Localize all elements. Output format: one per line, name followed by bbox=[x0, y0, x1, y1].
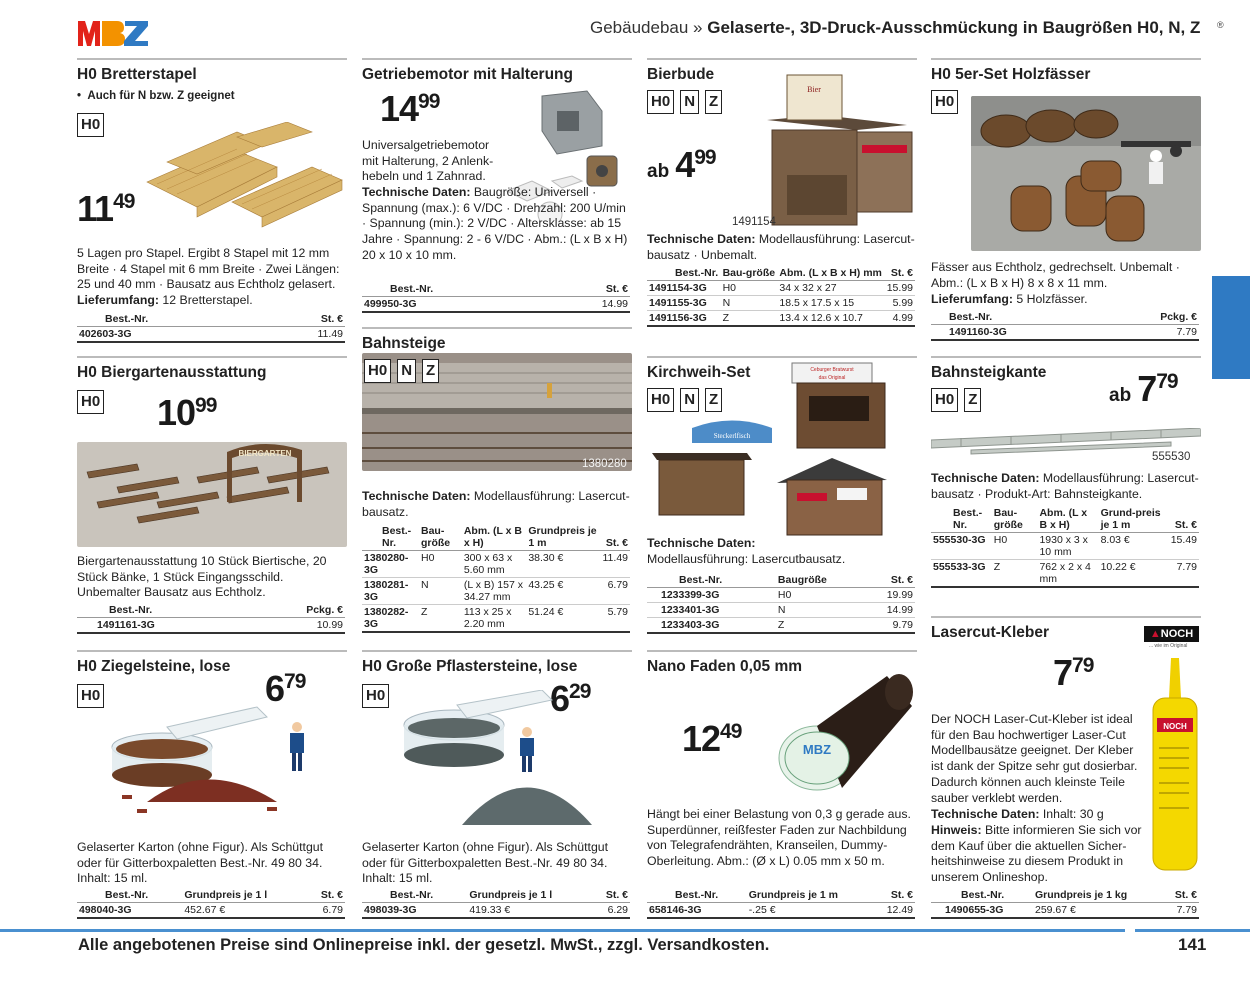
scale-badge: Z bbox=[705, 388, 722, 412]
scale-badge: N bbox=[680, 90, 699, 114]
product-title: H0 Ziegelsteine, lose bbox=[77, 658, 231, 675]
image-reference: 555530 bbox=[1152, 451, 1191, 463]
scale-badge: Z bbox=[964, 388, 981, 412]
table-row: 1491156-3G Z 13.4 x 12.6 x 10.7 4.99 bbox=[649, 312, 913, 324]
price: 779 bbox=[1053, 652, 1094, 693]
order-table: Best.-Nr. Bau-größe Abm. (L x B x H) Grund-preis je 1 m St. € 555530-3G H0 1930 x 3 x 10 mm 8.03 € 15.49 555533-3G Z 762 x 2 x 4 mm 10.22 € 7.79 bbox=[933, 507, 1197, 585]
product-description: Gelaserter Karton (ohne Figur). Als Schüttgut oder für Gitterboxpaletten Best.-Nr. 49 80 34. Inhalt: 15 ml. bbox=[77, 840, 324, 886]
feature-bullet: • Auch für N bzw. Z geeignet bbox=[77, 90, 235, 102]
product-bahnsteige bbox=[362, 327, 632, 639]
product-pflastersteine bbox=[362, 650, 632, 922]
product-image bbox=[107, 697, 317, 822]
svg-text:BIERGARTEN: BIERGARTEN bbox=[238, 449, 292, 458]
product-description: Gelaserter Karton (ohne Figur). Als Schüttgut oder für Gitterboxpaletten Best.-Nr. 49 80 34. Inhalt: 15 ml. bbox=[362, 840, 609, 886]
product-title: H0 5er-Set Holzfässer bbox=[931, 66, 1091, 83]
svg-text:das Original: das Original bbox=[818, 375, 846, 381]
footer-divider bbox=[0, 929, 1125, 932]
scale-badge: H0 bbox=[931, 388, 958, 412]
product-image bbox=[137, 122, 347, 237]
table-row: 1491154-3G H0 34 x 32 x 27 15.99 bbox=[649, 282, 913, 294]
order-table: Best.-Nr. St. € 499950-3G 14.99 bbox=[364, 283, 628, 310]
price: ab 499 bbox=[647, 144, 716, 185]
table-row: 1491161-3G 10.99 bbox=[77, 618, 345, 634]
table-row: 1380281-3G N (L x B) 157 x 34.27 mm 43.25 € 6.79 bbox=[364, 579, 628, 603]
table-row: 402603-3G 11.49 bbox=[79, 328, 343, 340]
product-title: Bahnsteige bbox=[362, 335, 446, 352]
page-header bbox=[590, 18, 1200, 38]
order-table: Best.-Nr. Grundpreis je 1 l St. € 498040-3G 452.67 € 6.79 bbox=[79, 889, 343, 916]
scale-badge: H0 bbox=[77, 390, 104, 414]
technical-data: Technische Daten: Modellausführung: Lasercut-bausatz. bbox=[362, 489, 630, 519]
product-title: Nano Faden 0,05 mm bbox=[647, 658, 803, 675]
page-title: Gelaserte-, 3D-Druck-Ausschmückung in Baugrößen H0, N, Z bbox=[707, 18, 1201, 37]
svg-text:NOCH: NOCH bbox=[1163, 722, 1187, 731]
scale-badge: H0 bbox=[647, 90, 674, 114]
product-bierbude bbox=[647, 58, 917, 343]
price: ab 779 bbox=[1109, 368, 1178, 409]
price: 1499 bbox=[380, 88, 440, 129]
product-image bbox=[647, 358, 917, 538]
product-lasercut-kleber bbox=[931, 616, 1201, 922]
product-description: Biergartenausstattung 10 Stück Biertische, 20 Stück Bänke, 1 Stück Eingangsschild. Unbemalter Bausatz aus Echtholz. bbox=[77, 554, 327, 600]
technical-data: Technische Daten: Modellausführung: Lasercut-bausatz · Unbemalt. bbox=[647, 232, 915, 262]
price: 629 bbox=[550, 678, 591, 719]
product-nano-faden bbox=[647, 650, 917, 922]
product-image bbox=[971, 96, 1201, 251]
order-table: Best.-Nr. St. € 402603-3G 11.49 bbox=[79, 313, 343, 340]
image-reference: 1380280 bbox=[582, 458, 627, 470]
image-reference: 1491154 bbox=[732, 216, 776, 228]
scale-badge: N bbox=[397, 359, 416, 383]
delivery-info: Lieferumfang: 12 Bretterstapel. bbox=[77, 293, 253, 307]
table-row: 555533-3G Z 762 x 2 x 4 mm 10.22 € 7.79 bbox=[933, 561, 1197, 585]
table-row: 1233399-3G H0 19.99 bbox=[647, 588, 915, 603]
product-description: Universalgetriebemotor mit Halterung, 2 Anlenk-hebeln und 1 Zahnrad. bbox=[362, 138, 494, 184]
svg-text:Ceburger Bratwurst: Ceburger Bratwurst bbox=[810, 367, 854, 373]
product-title: Bahnsteigkante bbox=[931, 364, 1047, 381]
breadcrumb[interactable]: Gebäudebau » bbox=[590, 18, 703, 37]
order-table: Best.-Nr. Bau-größe Abm. (L x B x H) mm St. € 1491154-3G H0 34 x 32 x 27 15.99 1491155-3G N 18.5 x 17.5 x 15 5.99 1491156-3G Z 13.4 x 12.6 x 10.7 4.99 bbox=[649, 267, 913, 324]
technical-data: Technische Daten: Baugröße: Universell · Spannung (max.): 6 V/DC · Drehzahl: 200 U/min · Spannung (min.): 2 V/DC · Altersklasse: ab 15 Jahre · Spannung: 2 - 6 V/DC · Abm.: (L x B x H) 20 x 10 x 10 mm. bbox=[362, 185, 628, 262]
product-kirchweih-set bbox=[647, 356, 917, 638]
product-image bbox=[777, 666, 917, 796]
table-row: 1380280-3G H0 300 x 63 x 5.60 mm 38.30 € 11.49 bbox=[364, 552, 628, 576]
technical-data: Technische Daten: Modellausführung: Lasercut-bausatz · Produkt-Art: Bahnsteigkante. bbox=[931, 471, 1199, 501]
product-description: Fässer aus Echtholz, gedrechselt. Unbemalt · Abm.: (L x B x H) 8 x 8 x 11 mm. bbox=[931, 260, 1180, 290]
product-image bbox=[1149, 658, 1201, 873]
product-description: Der NOCH Laser-Cut-Kleber ist ideal für den Bau hochwertiger Laser-Cut Modellbausätze geeignet. Der Kleber ist dank der Spitze sehr gut dosierbar. Dadurch können auch kleinste Teile sauber verklebt werden. bbox=[931, 712, 1138, 805]
order-table: Best.-Nr. Bau-größe Abm. (L x B x H) Grundpreis je 1 m St. € 1380280-3G H0 300 x 63 x 5.60 mm 38.30 € 11.49 1380281-3G N (L x B) 157 x 34.27 mm 43.25 € 6.79 1380282-3G Z 113 x 25 x 2.20 mm 51.24 € 5.79 bbox=[364, 525, 628, 630]
product-image bbox=[747, 70, 917, 230]
product-title: Bierbude bbox=[647, 66, 715, 83]
price: 1249 bbox=[682, 718, 742, 759]
scale-badge: H0 bbox=[77, 113, 104, 137]
technical-data: Technische Daten: Modellausführung: Lasercutbausatz. bbox=[647, 536, 846, 566]
table-row: 1233401-3G N 14.99 bbox=[647, 603, 915, 618]
footer-divider bbox=[1135, 929, 1250, 932]
product-title: Kirchweih-Set bbox=[647, 364, 751, 381]
scale-badge: Z bbox=[705, 90, 722, 114]
registered-mark: ® bbox=[1217, 20, 1224, 30]
product-bahnsteigkante bbox=[931, 356, 1201, 611]
order-table: Best.-Nr. Pckg. € 1491161-3G 10.99 bbox=[77, 603, 345, 634]
section-tab[interactable] bbox=[1212, 276, 1250, 379]
table-row: 555530-3G H0 1930 x 3 x 10 mm 8.03 € 15.49 bbox=[933, 534, 1197, 558]
scale-badge: H0 bbox=[931, 90, 958, 114]
order-table: Best.-Nr. Grundpreis je 1 m St. € 658146-3G -.25 € 12.49 bbox=[649, 889, 913, 916]
price-disclaimer: Alle angebotenen Preise sind Onlinepreise inkl. der gesetzl. MwSt., zzgl. Versandkosten. bbox=[78, 936, 770, 954]
table-row: 1490655-3G 259.67 € 7.79 bbox=[931, 903, 1199, 919]
svg-text:Bier: Bier bbox=[807, 85, 821, 94]
table-row: 498040-3G 452.67 € 6.79 bbox=[79, 904, 343, 916]
table-row: 658146-3G -.25 € 12.49 bbox=[649, 904, 913, 916]
scale-badge: N bbox=[680, 388, 699, 412]
brand-tagline: ... wie im Original bbox=[1149, 643, 1188, 649]
scale-badge: H0 bbox=[77, 684, 104, 708]
price: 1149 bbox=[77, 188, 135, 229]
scale-badge: H0 bbox=[362, 684, 389, 708]
mbz-logo[interactable] bbox=[77, 18, 149, 48]
technical-data: Technische Daten: Inhalt: 30 g bbox=[931, 807, 1104, 821]
order-table: Best.-Nr. Pckg. € 1491160-3G 7.79 bbox=[931, 310, 1199, 341]
svg-text:Steckerlfisch: Steckerlfisch bbox=[713, 432, 751, 440]
product-description: 5 Lagen pro Stapel. Ergibt 8 Stapel mit 12 mm Breite · 4 Stapel mit 6 mm Breite · Zwei Längen: 25 und 40 mm · Bausatz aus Echtholz gelasert. bbox=[77, 246, 340, 292]
table-row: 1491155-3G N 18.5 x 17.5 x 15 5.99 bbox=[649, 297, 913, 309]
product-biergartenausstattung bbox=[77, 356, 347, 638]
price: 679 bbox=[265, 668, 306, 709]
product-image bbox=[402, 690, 602, 830]
order-table: Best.-Nr. Baugröße St. € 1233399-3G H0 19.99 1233401-3G N 14.99 1233403-3G Z 9.79 bbox=[647, 573, 915, 634]
order-table: Best.-Nr. Grundpreis je 1 l St. € 498039-3G 419.33 € 6.29 bbox=[364, 889, 628, 916]
table-row: 499950-3G 14.99 bbox=[364, 298, 628, 310]
product-image bbox=[77, 442, 347, 547]
hint-text: Hinweis: Bitte informieren Sie sich vor dem Kauf über die aktuellen Sicher-heitshinweise zu diesem Produkt in unserem Onlineshop. bbox=[931, 823, 1142, 885]
table-row: 498039-3G 419.33 € 6.29 bbox=[364, 904, 628, 916]
noch-logo[interactable]: ▲NOCH bbox=[1144, 626, 1199, 642]
scale-badge: Z bbox=[422, 359, 439, 383]
table-row: 1233403-3G Z 9.79 bbox=[647, 618, 915, 634]
scale-badge: H0 bbox=[364, 359, 391, 383]
product-getriebemotor bbox=[362, 58, 632, 318]
product-ziegelsteine bbox=[77, 650, 347, 922]
product-title: H0 Große Pflastersteine, lose bbox=[362, 658, 578, 675]
page-number: 141 bbox=[1178, 935, 1207, 954]
product-title: Getriebemotor mit Halterung bbox=[362, 66, 573, 83]
product-title: H0 Bretterstapel bbox=[77, 66, 197, 83]
scale-badge: H0 bbox=[647, 388, 674, 412]
delivery-info: Lieferumfang: 5 Holzfässer. bbox=[931, 292, 1088, 306]
price: 1099 bbox=[157, 392, 217, 433]
product-title: Lasercut-Kleber bbox=[931, 624, 1050, 641]
product-h0-bretterstapel bbox=[77, 58, 347, 343]
svg-text:MBZ: MBZ bbox=[802, 742, 832, 757]
table-row: 1380282-3G Z 113 x 25 x 2.20 mm 51.24 € 5.79 bbox=[364, 606, 628, 630]
product-description: Hängt bei einer Belastung von 0,3 g gerade aus. Superdünner, reißfester Faden zur Nachbildung von Telegrafendrähten, Kranseilen, Dummy-Oberleitung. Abm.: (Ø x L) 0.05 mm x 50 m. bbox=[647, 807, 911, 869]
order-table: Best.-Nr. Grundpreis je 1 kg St. € 1490655-3G 259.67 € 7.79 bbox=[931, 888, 1199, 919]
product-holzfaesser bbox=[931, 58, 1201, 343]
table-row: 1491160-3G 7.79 bbox=[931, 325, 1199, 341]
product-title: H0 Biergartenausstattung bbox=[77, 364, 267, 381]
